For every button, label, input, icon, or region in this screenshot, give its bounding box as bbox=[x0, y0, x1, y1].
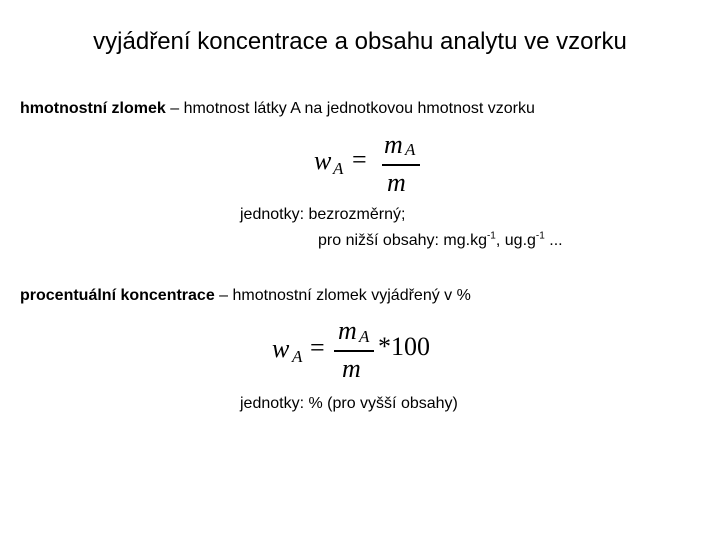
units-exp1: -1 bbox=[486, 230, 496, 242]
formula2-multiplier: *100 bbox=[378, 332, 430, 361]
units-ugg: , ug.g bbox=[495, 232, 536, 249]
percent-concentration-term: procentuální koncentrace bbox=[20, 287, 215, 304]
fraction-bar bbox=[382, 164, 420, 166]
percent-concentration-units: jednotky: % (pro vyšší obsahy) bbox=[240, 395, 458, 412]
mass-fraction-units-line1: jednotky: bezrozměrný; bbox=[240, 206, 406, 223]
units-mgkg: pro nižší obsahy: mg.kg bbox=[318, 232, 487, 249]
mass-fraction-description: – hmotnost látky A na jednotkovou hmotnost vzorku bbox=[165, 100, 535, 117]
formula-lhs-var: w bbox=[314, 146, 332, 175]
formula-denominator-var: m bbox=[387, 168, 406, 197]
mass-fraction-term: hmotnostní zlomek bbox=[20, 100, 166, 117]
units-exp2: -1 bbox=[535, 230, 545, 242]
formula-numerator-sub: A bbox=[405, 140, 416, 159]
formula2-denominator-var: m bbox=[342, 354, 361, 383]
percent-concentration-definition bbox=[20, 287, 471, 305]
formula2-numerator-var: m bbox=[338, 316, 357, 345]
percent-concentration-formula bbox=[270, 314, 450, 384]
formula2-lhs-var: w bbox=[272, 334, 290, 363]
formula-numerator-var: m bbox=[384, 130, 403, 159]
formula2-lhs-sub: A bbox=[292, 347, 303, 366]
mass-fraction-formula bbox=[312, 130, 422, 197]
formula2-equals: = bbox=[310, 333, 325, 362]
percent-concentration-description: – hmotnostní zlomek vyjádřený v % bbox=[214, 287, 471, 304]
formula-equals: = bbox=[352, 145, 367, 174]
formula-lhs-sub: A bbox=[333, 159, 344, 178]
formula2-numerator-sub: A bbox=[359, 327, 370, 346]
units-ellipsis: ... bbox=[544, 232, 563, 249]
fraction-bar-2 bbox=[334, 350, 374, 352]
mass-fraction-units-line2 bbox=[318, 232, 563, 250]
mass-fraction-definition bbox=[20, 100, 535, 118]
page-title: vyjádření koncentrace a obsahu analytu ve vzorku bbox=[93, 28, 627, 55]
